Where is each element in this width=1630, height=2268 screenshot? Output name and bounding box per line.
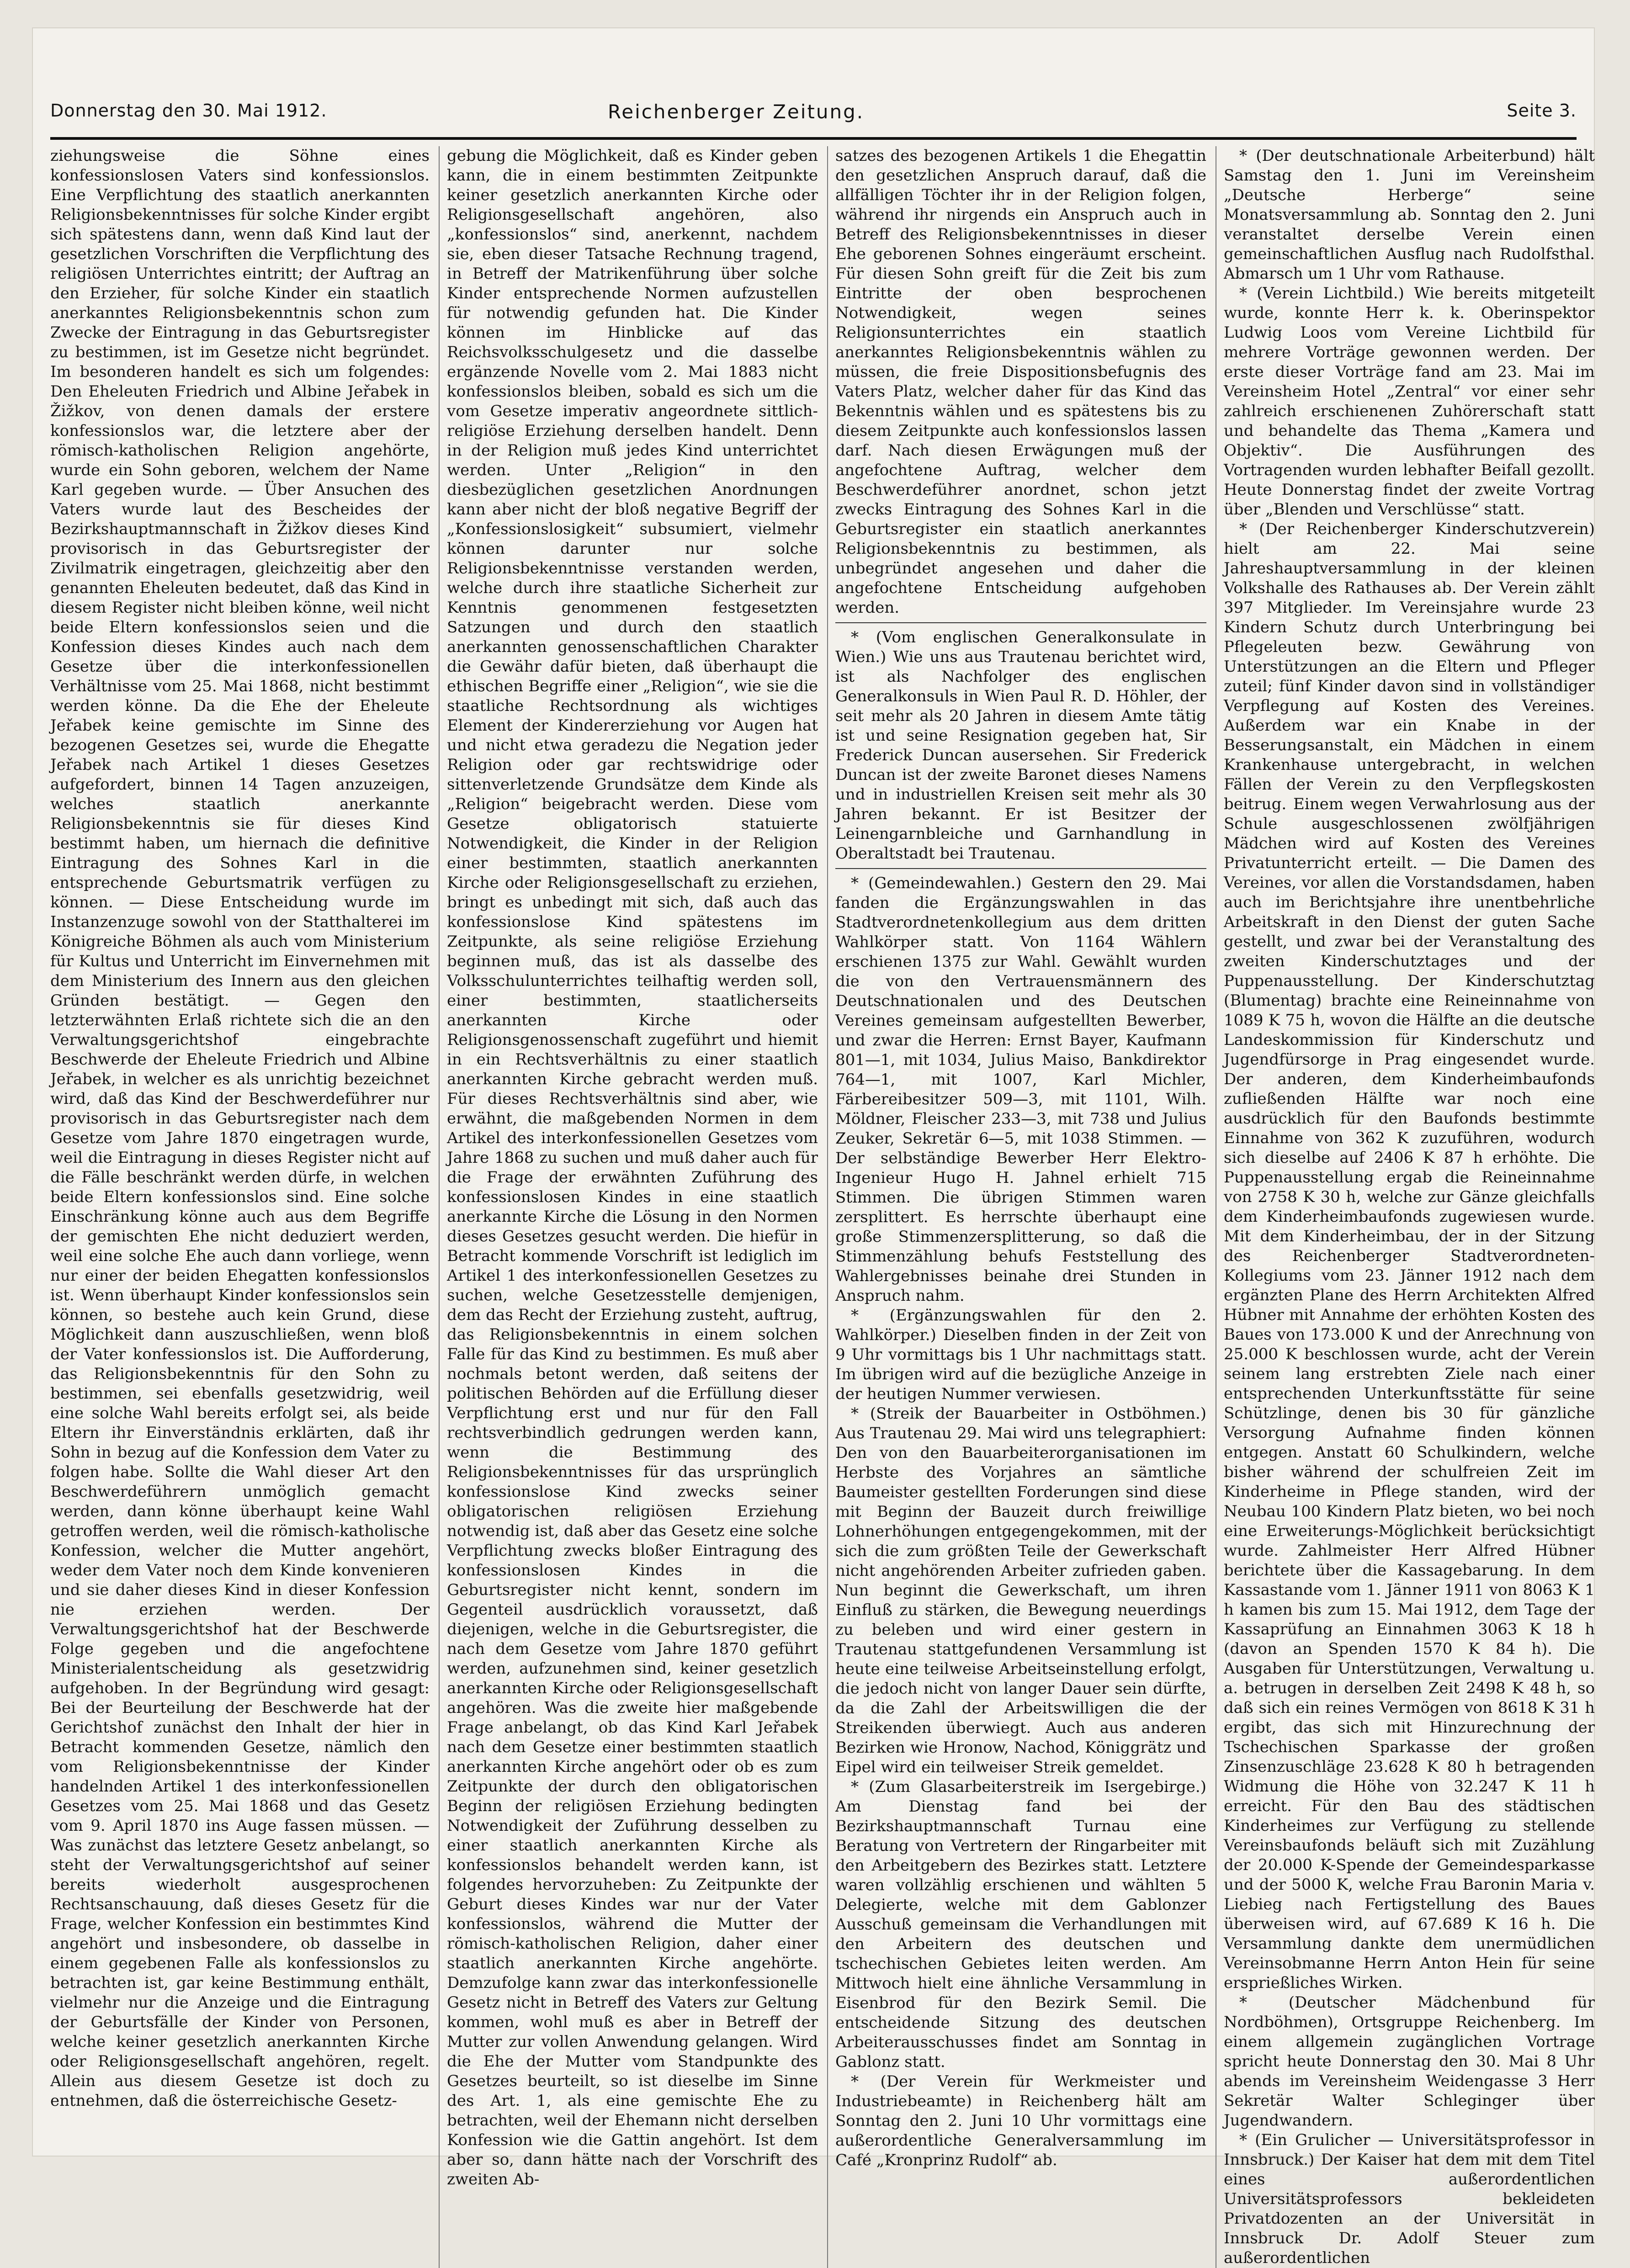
article-universitaetsprofessor: * (Ein Grulicher — Universitätsprofessor in Innsbruck.) Der Kaiser hat dem mit dem Titel eines außerordentlichen Universitätsprofessors bekleideten Privatdozenten an der Universität in Innsbruck Dr. Adolf Steuer zum außerordentlichen	[1224, 2131, 1595, 2267]
masthead-date: Donnerstag den 30. Mai 1912.	[50, 101, 327, 121]
column-2	[439, 146, 818, 2268]
column-1-text: ziehungsweise die Söhne eines konfessionslosen Vaters sind konfessionslos. Eine Verpflichtung des staatlich anerkannten Religionsbekenntnisses für solche Kinder ergibt sich spätestens dann, wenn daß Kind laut der gesetzlichen Vorschriften die Verpflichtung des religiösen Unterrichtes eintritt; der Auftrag an den Erzieher, für solche Kinder ein staatlich anerkanntes Religionsbekenntnis schon zum Zwecke der Eintragung in das Geburtsregister zu bestimmen, ist im Gesetze nicht begründet. Im besonderen handelt es sich um folgendes: Den Eheleuten Friedrich und Albine Jeřabek in Žižkov, von denen damals der erstere konfessionslos war, die letztere aber der römisch-katholischen Religion angehörte, wurde ein Sohn geboren, welchem der Name Karl gegeben wurde. — Über Ansuchen des Vaters wurde laut des Bescheides der Bezirkshauptmannschaft in Žižkov dieses Kind provisorisch in das Geburtsregister der Zivilmatrik eingetragen, gleichzeitig aber den genannten Eheleuten bedeutet, daß das Kind in diesem Register nicht bleiben könne, weil nicht beide Eltern konfessionslos seien und die Konfession dieses Kindes auch nach dem Gesetze über die interkonfessionellen Verhältnisse vom 25. Mai 1868, nicht bestimmt werden könne. Da die Ehe der Eheleute Jeřabek keine gemischte im Sinne des bezogenen Gesetzes sei, wurde die Ehegatte Jeřabek nach Artikel 1 dieses Gesetzes aufgefordert, binnen 14 Tagen anzuzeigen, welches staatlich anerkannte Religionsbekenntnis sie für dieses Kind bestimmt haben, um hiernach die definitive Eintragung des Sohnes Karl in die entsprechende Geburtsmatrik verfügen zu können. — Diese Entscheidung wurde im Instanzenzuge sowohl von der Statthalterei im Königreiche Böhmen als auch vom Ministerium für Kultus und Unterricht im Einvernehmen mit dem Ministerium des Innern aus den gleichen Gründen bestätigt. — Gegen den letzterwähnten Erlaß richtete sich die an den Verwaltungsgerichtshof eingebrachte Beschwerde der Eheleute Friedrich und Albine Jeřabek, in welcher es als unrichtig bezeichnet wird, daß das Kind der Beschwerdeführer nur provisorisch in das Geburtsregister nach dem Gesetze vom Jahre 1870 eingetragen wurde, weil die Eintragung in dieses Register nicht auf die Fälle beschränkt werden dürfe, in welchen beide Eltern konfessionslos sind. Eine solche Einschränkung könne auch aus dem Begriffe der gemischten Ehe nicht deduziert werden, weil eine solche Ehe auch dann vorliege, wenn nur einer der beiden Ehegatten konfessionslos ist. Wenn überhaupt Kinder konfessionslos sein können, so bestehe auch kein Grund, diese Möglichkeit dann auszuschließen, wenn bloß der Vater konfessionslos ist. Die Aufforderung, das Religionsbekenntnis für den Sohn zu bestimmen, sei ebenfalls gesetzwidrig, weil eine solche Wahl bereits erfolgt sei, als beide Eltern ihr Einverständnis erklärten, daß ihr Sohn in bezug auf die Konfession dem Vater zu folgen habe. Sollte die Wahl dieser Art den Beschwerdeführern unmöglich gemacht werden, dann könne überhaupt keine Wahl getroffen werden, weil die römisch-katholische Konfession, welcher die Mutter angehört, weder dem Vater noch dem Kinde konvenieren und sie daher dieses Kind in dieser Konfession nie erziehen werden. Der Verwaltungsgerichtshof hat der Beschwerde Folge gegeben und die angefochtene Ministerialentscheidung als gesetzwidrig aufgehoben. In der Begründung wird gesagt: Bei der Beurteilung der Beschwerde hat der Gerichtshof zunächst den Inhalt der hier in Betracht kommenden Gesetze, nämlich den vom Religionsbekenntnisse der Kinder handelnden Artikel 1 des interkonfessionellen Gesetzes vom 25. Mai 1868 und das Gesetz vom 9. April 1870 ins Auge fassen müssen. — Was zunächst das letztere Gesetz anbelangt, so steht der Verwaltungsgerichtshof auf seiner bereits wiederholt ausgesprochenen Rechtsanschauung, daß dieses Gesetz für die Frage, welcher Konfession ein bestimmtes Kind angehört und insbesondere, ob dasselbe in einem gegebenen Falle als konfessionslos zu betrachten ist, gar keine Bestimmung enthält, vielmehr nur die Anzeige und die Eintragung der Geburtsfälle der Kinder von Personen, welche keiner gesetzlich anerkannten Kirche oder Religionsgesellschaft angehören, regelt. Allein aus diesem Gesetze ist doch zu entnehmen, daß die österreichische Gesetz-	[50, 147, 430, 2110]
article-ergaenzungswahlen: * (Ergänzungswahlen für den 2. Wahlkörper.) Dieselben finden in der Zeit von 9 Uhr vormittags bis 1 Uhr nachmittags statt. Im übrigen wird auf die bezügliche Anzeige in der heutigen Nummer verwiesen.	[835, 1306, 1206, 1403]
article-glasarbeiterstreik: * (Zum Glasarbeiterstreik im Isergebirge.) Am Dienstag fand bei der Bezirkshauptmannschaft Turnau eine Beratung von Vertretern der Ringarbeiter mit den Arbeitgebern des Bezirkes statt. Letztere waren vollzählig erschienen und wählten 5 Delegierte, welche mit dem Gablonzer Ausschuß gemeinsam die Verhandlungen mit den Arbeitern des deutschen und tschechischen Gebietes leiten werden. Am Mittwoch hielt eine ähnliche Versammlung in Eisenbrod für den Bezirk Semil. Die entscheidende Sitzung des deutschen Arbeiterausschusses findet am Sonntag in Gablonz statt.	[835, 1778, 1206, 2071]
column-3	[827, 146, 1206, 2268]
masthead-title: Reichenberger Zeitung.	[608, 101, 865, 123]
newspaper-page	[32, 27, 1595, 2267]
article-streik-bauarbeiter: * (Streik der Bauarbeiter in Ostböhmen.) Aus Trautenau 29. Mai wird uns telegraphiert: Den von den Bauarbeiterorganisationen im Herbste des Vorjahres an sämtliche Baumeister gestellten Forderungen sind diese mit Beginn der Bauzeit durch freiwillige Lohnerhöhungen entgegengekommen, mit der sich die zum größten Teile der Gewerkschaft nicht angehörenden Arbeiter zufrieden gaben. Nun beginnt die Gewerkschaft, um ihren Einfluß zu stärken, die Bewegung neuerdings zu beleben und wird einer gestern in Trautenau stattgefundenen Versammlung ist heute eine teilweise Arbeitseinstellung erfolgt, die jedoch nicht von langer Dauer sein dürfte, da die Zahl der Arbeitswilligen die der Streikenden überwiegt. Auch aus anderen Bezirken wie Hronow, Nachod, Königgrätz und Eipel wird ein teilweiser Streik gemeldet.	[835, 1404, 1206, 1776]
article-maedchenbund: * (Deutscher Mädchenbund für Nordböhmen), Ortsgruppe Reichenberg. Im einem allgemein zugänglichen Vortrage spricht heute Donnerstag den 30. Mai 8 Uhr abends im Vereinsheim Weidengasse 3 Herr Sekretär Walter Schleginger über Jugendwandern.	[1224, 1993, 1595, 2130]
divider	[835, 868, 1206, 869]
article-englisches-generalkonsulat: * (Vom englischen Generalkonsulate in Wien.) Wie uns aus Trautenau berichtet wird, ist als Nachfolger des englischen Generalkonsuls in Wien Paul R. D. Höhler, der seit mehr als 20 Jahren in diesem Amte tätig ist und seine Resignation gegeben hat, Sir Frederick Duncan ausersehen. Sir Frederick Duncan ist der zweite Baronet dieses Namens und in industriellen Kreisen seit mehr als 30 Jahren bekannt. Er ist Besitzer der Leinengarnbleiche und Garnhandlung in Oberaltstadt bei Trautenau.	[835, 628, 1206, 863]
article-columns	[50, 146, 1595, 2267]
masthead-page-number: Seite 3.	[1507, 101, 1577, 121]
article-verein-werkmeister: * (Der Verein für Werkmeister und Industriebeamte) in Reichenberg hält am Sonntag den 2. Juni 10 Uhr vormittags eine außerordentliche Generalversammlung im Café „Kronprinz Rudolf“ ab.	[835, 2072, 1206, 2169]
article-verein-lichtbild: * (Verein Lichtbild.) Wie bereits mitgeteilt wurde, konnte Herr k. k. Oberinspektor Ludwig Loos vom Vereine Lichtbild für mehrere Vorträge gewonnen werden. Der erste dieser Vorträge fand am 23. Mai im Vereinsheim Hotel „Zentral“ vor einer sehr zahlreich erschienenen Zuhörerschaft statt und behandelte das Thema „Kamera und Objektiv“. Die Ausführungen des Vortragenden wurden lebhafter Beifall gezollt. Heute Donnerstag findet der zweite Vortrag über „Blenden und Verschlüsse“ statt.	[1224, 284, 1595, 519]
column-4	[1216, 146, 1595, 2268]
column-1	[50, 146, 430, 2268]
article-arbeiterbund: * (Der deutschnationale Arbeiterbund) hält Samstag den 1. Juni im Vereinsheim „Deutsche Herberge“ seine Monatsversammlung ab. Sonntag den 2. Juni veranstaltet derselbe Verein einen gemeinschaftlichen Ausflug nach Rudolfsthal. Abmarsch um 1 Uhr vom Rathause.	[1224, 147, 1595, 283]
article-kinderschutzverein: * (Der Reichenberger Kinderschutzverein) hielt am 22. Mai seine Jahreshauptversammlung in der kleinen Volkshalle des Rathauses ab. Der Verein zählt 397 Mitglieder. Im Vereinsjahre wurde 23 Kindern Schutz durch Unterbringung bei Pflegeleuten bezw. Gewährung von Unterstützungen an die Eltern und Pfleger zuteil; fünf Kinder davon sind in vollständiger Verpflegung auf Kosten des Vereines. Außerdem war ein Knabe in der Besserungsanstalt, ein Mädchen in einem Krankenhause untergebracht, in welchen Fällen der Verein zu den Verpflegskosten beitrug. Einem wegen Verwahrlosung aus der Schule ausgeschlossenen zwölfjährigen Mädchen wird auf Kosten des Vereines Privatunterricht erteilt. — Die Damen des Vereines, vor allen die Vorstandsdamen, haben auch im Berichtsjahre ihre unentbehrliche Arbeitskraft in den Dienst der guten Sache gestellt, und zwar bei der Veranstaltung des zweiten Kinderschutztages und der Puppenausstellung. Der Kinderschutztag (Blumentag) brachte eine Reineinnahme von 1089 K 75 h, wovon die Hälfte an die deutsche Landeskommission für Kinderschutz und Jugendfürsorge in Prag eingesendet wurde. Der anderen, dem Kinderheimbaufonds zufließenden Hälfte war noch eine ausdrücklich für den Baufonds bestimmte Einnahme von 362 K zuzuführen, wodurch sich dieselbe auf 2406 K 87 h erhöhte. Die Puppenausstellung ergab die Reineinnahme von 2758 K 30 h, welche zur Gänze gleichfalls dem Kinderheimbaufonds zugewiesen wurde. Mit dem Kinderheimbau, der in der Sitzung des Reichenberger Stadtverordneten-Kollegiums vom 23. Jänner 1912 nach dem ergänzten Plane des Herrn Architekten Alfred Hübner mit Annahme der erhöhten Kosten des Baues von 173.000 K und der Anrechnung von 25.000 K beschlossen wurde, acht der Verein seinem lang erstrebten Ziele nach einer entsprechenden Unterkunftsstätte für seine Schützlinge, denen bis 30 für gänzliche Versorgung Aufnahme finden können entgegen. Anstatt 60 Schulkindern, welche bisher während der schulfreien Zeit im Kinderheime in Pflege standen, wird der Neubau 100 Kindern Platz bieten, wo bei noch eine Erweiterungs-Möglichkeit berücksichtigt wurde. Zahlmeister Herr Alfred Hübner berichtete über die Kassagebarung. In dem Kassastande vom 1. Jänner 1911 von 8063 K 1 h kamen bis zum 15. Mai 1912, dem Tage der Kassaprüfung an Einnahmen 3063 K 18 h (davon an Spenden 1570 K 84 h). Die Ausgaben für Unterstützungen, Verwaltung u. a. betrugen in derselben Zeit 2498 K 48 h, so daß sich ein reines Vermögen von 8618 K 31 h ergibt, das sich mit Hinzurechnung der Tschechischen Sparkasse der großen Zinsenzuschläge 23.628 K 80 h betragenden Widmung die Höhe von 32.247 K 11 h erreicht. Für den Bau des städtischen Kinderheimes zur Verfügung zu stellende Vereinsbaufonds beläuft sich mit Zuzählung der 20.000 K-Spende der Gemeindesparkasse und der 5000 K, welche Frau Baronin Maria v. Liebieg nach Fertigstellung des Baues überweisen wird, auf 67.689 K 16 h. Die Versammlung dankte dem unermüdlichen Vereinsobmanne Herrn Anton Hein für seine ersprießliches Wirken.	[1224, 520, 1595, 1992]
column-2-text: gebung die Möglichkeit, daß es Kinder geben kann, die in einem bestimmten Zeitpunkte keiner gesetzlich anerkannten Kirche oder Religionsgesellschaft angehören, also „konfessionslos“ sind, anerkennt, nachdem sie, eben dieser Tatsache Rechnung tragend, in Betreff der Matrikenführung über solche Kinder entsprechende Normen aufzustellen für notwendig gefunden hat. Die Kinder können im Hinblicke auf das Reichsvolksschulgesetz und die dasselbe ergänzende Novelle vom 2. Mai 1883 nicht konfessionslos bleiben, sobald es sich um die vom Gesetze imperativ angeordnete sittlich-religiöse Erziehung derselben handelt. Denn in der Religion muß jedes Kind unterrichtet werden. Unter „Religion“ in den diesbezüglichen gesetzlichen Anordnungen kann aber nicht der bloß negative Begriff der „Konfessionslosigkeit“ subsumiert, vielmehr können darunter nur solche Religionsbekenntnisse verstanden werden, welche durch ihre staatliche Sicherheit zur Kenntnis genommenen festgesetzten Satzungen und durch den staatlich anerkannten genossenschaftlichen Charakter die Gewähr dafür bieten, daß überhaupt die ethischen Begriffe einer „Religion“, wie sie die staatliche Rechtsordnung als wichtiges Element der Kindererziehung vor Augen hat und nicht etwa geradezu die Negation jeder Religion oder gar rechtswidrige oder sittenverletzende Grundsätze dem Kinde als „Religion“ beigebracht werden. Diese vom Gesetze obligatorisch statuierte Notwendigkeit, die Kinder in der Religion einer bestimmten, staatlich anerkannten Kirche oder Religionsgesellschaft zu erziehen, bringt es unbedingt mit sich, daß auch das konfessionslose Kind spätestens im Zeitpunkte, als seine religiöse Erziehung beginnen muß, das ist als dasselbe des Volksschulunterrichtes teilhaftig werden soll, einer bestimmten, staatlicherseits anerkannten Kirche oder Religionsgenossenschaft zugeführt und hiemit in ein Rechtsverhältnis zu einer staatlich anerkannten Kirche gebracht werden muß. Für dieses Rechtsverhältnis sind aber, wie erwähnt, die maßgebenden Normen in dem Artikel des interkonfessionellen Gesetzes vom Jahre 1868 zu suchen und muß daher auch für die Frage der erwähnten Zuführung des konfessionslosen Kindes in eine staatlich anerkannte Kirche die Lösung in den Normen dieses Gesetzes gesucht werden. Die hiefür in Betracht kommende Vorschrift ist lediglich im Artikel 1 des interkonfessionellen Gesetzes zu suchen, welche Gesetzesstelle demjenigen, dem das Recht der Erziehung zusteht, auftrug, das Religionsbekenntnis in einem solchen Falle für das Kind zu bestimmen. Es muß aber nochmals betont werden, daß seitens der politischen Behörden auf die Erfüllung dieser Verpflichtung erst und nur für den Fall rechtsverbindlich gedrungen werden kann, wenn die Bestimmung des Religionsbekenntnisses für das ursprünglich konfessionslose Kind zwecks seiner obligatorischen religiösen Erziehung notwendig ist, daß aber das Gesetz eine solche Verpflichtung zwecks bloßer Eintragung des konfessionslosen Kindes in die Geburtsregister nicht kennt, sondern im Gegenteil ausdrücklich voraussetzt, daß diejenigen, welche in die Geburtsregister, die nach dem Gesetze vom Jahre 1870 geführt werden, aufzunehmen sind, keiner gesetzlich anerkannten Kirche oder Religionsgesellschaft angehören. Was die zweite hier maßgebende Frage anbelangt, ob das Kind Karl Jeřabek nach dem Gesetze einer bestimmten staatlich anerkannten Kirche angehört oder ob es zum Zeitpunkte der durch den obligatorischen Beginn der religiösen Erziehung bedingten Notwendigkeit der Zuführung desselben zu einer staatlich anerkannten Kirche als konfessionslos behandelt werden kann, ist folgendes hervorzuheben: Zu Zeitpunkte der Geburt dieses Kindes war nur der Vater konfessionslos, während die Mutter der römisch-katholischen Religion, daher einer staatlich anerkannten Kirche angehörte. Demzufolge kann zwar das interkonfessionelle Gesetz nicht in Betreff des Vaters zur Geltung kommen, wohl muß es aber in Betreff der Mutter zur vollen Anwendung gelangen. Wird die Ehe der Mutter vom Standpunkte des Gesetzes beurteilt, so ist dieselbe im Sinne des Art. 1, als eine gemischte Ehe zu betrachten, weil der Ehemann nicht derselben Konfession wie die Gattin angehört. Ist dem aber so, dann hätte nach der Vorschrift des zweiten Ab-	[447, 147, 818, 2189]
column-3-text-1: satzes des bezogenen Artikels 1 die Ehegattin den gesetzlichen Anspruch darauf, daß die allfälligen Töchter ihr in der Religion folgen, während ihr nirgends ein Anspruch auch in Betreff des Religionsbekenntnisses in dieser Ehe geborenen Sohnes eingeräumt erscheint. Für diesen Sohn greift für die Zeit bis zum Eintritte der oben besprochenen Notwendigkeit, wegen seines Religionsunterrichtes ein staatlich anerkanntes Religionsbekenntnis wählen zu müssen, die freie Dispositionsbefugnis des Vaters Platz, welcher daher für das Kind das Bekenntnis wählen und es spätestens bis zu diesem Zeitpunkte auch konfessionslos lassen darf. Nach diesen Erwägungen muß der angefochtene Auftrag, welcher dem Beschwerdeführer anordnet, schon jetzt zwecks Eintragung des Sohnes Karl in die Geburtsregister ein staatlich anerkanntes Religionsbekenntnis zu bestimmen, als unbegründet angesehen und daher die angefochtene Entscheidung aufgehoben werden.	[835, 147, 1206, 617]
masthead	[50, 96, 1577, 140]
divider	[835, 622, 1206, 623]
article-gemeindewahlen: * (Gemeindewahlen.) Gestern den 29. Mai fanden die Ergänzungswahlen in das Stadtverordnetenkollegium aus dem dritten Wahlkörper statt. Von 1164 Wählern erschienen 1375 zur Wahl. Gewählt wurden die von den Vertrauensmännern des Deutschnationalen und des Deutschen Vereines gemeinsam aufgestellten Bewerber, und zwar die Herren: Ernst Bayer, Kaufmann 801—1, mit 1034, Julius Maiso, Bankdirektor 764—1, mit 1007, Karl Michler, Färbereibesitzer 509—3, mit 1101, Wilh. Möldner, Fleischer 233—3, mit 738 und Julius Zeuker, Sekretär 6—5, mit 1038 Stimmen. — Der selbständige Bewerber Herr Elektro-Ingenieur Hugo H. Jahnel erhielt 715 Stimmen. Die übrigen Stimmen waren zersplittert. Es herrschte überhaupt eine große Stimmenzersplitterung, so daß die Stimmenzählung behufs Feststellung des Wahlergebnisses beinahe drei Stunden in Anspruch nahm.	[835, 874, 1206, 1305]
